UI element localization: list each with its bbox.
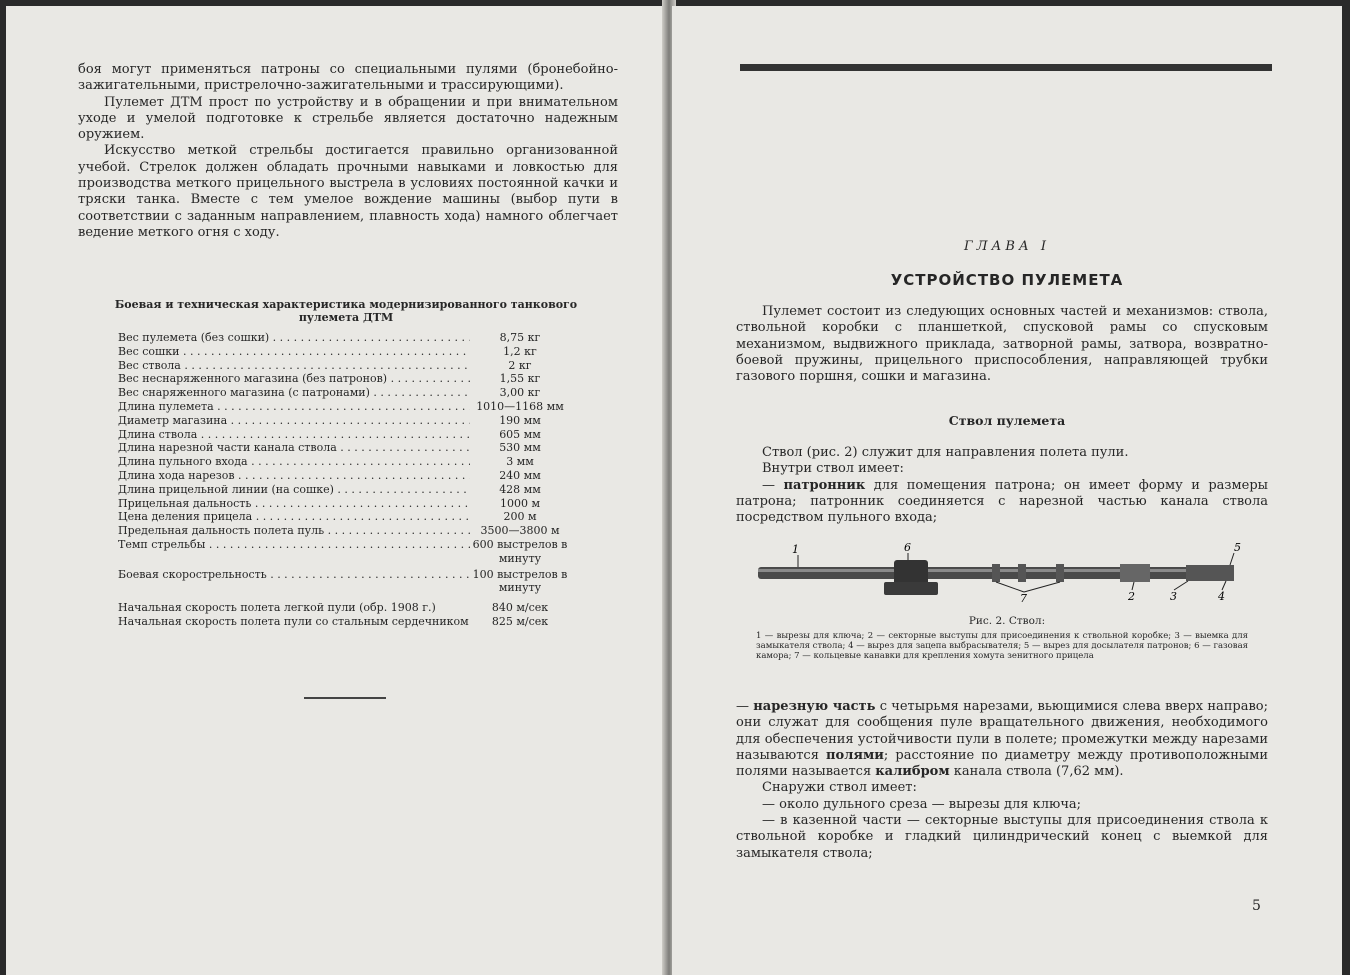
spec-value: 840 м/сек [491,601,549,615]
polya-term: полями [826,747,884,763]
spec-row [118,469,578,483]
spec-row [118,372,578,386]
figure-label-4: 4 [1218,590,1225,603]
figure-label-6: 6 [904,541,911,554]
spec-row [118,414,578,428]
spec-row [118,615,578,629]
left-body-text [78,62,618,241]
spec-label: Начальная скорость полета легкой пули (обр. 1908 г.) [118,601,436,615]
patronnik-item: — патронник для помещения патрона; он имеет форму и размеры патрона; патронник соединяется с нарезной частью канала ствола посредством пульного входа; [736,477,1268,526]
right-page [672,6,1342,975]
leader-line [1174,581,1188,590]
gas-chamber-base [884,582,938,595]
intro-text [736,304,1268,385]
patronnik-text: для помещения патрона; он имеет форму и размеры патрона; патронник соединяется с нарезной частью канала ствола посредством пульного входа; [736,477,1268,526]
spec-label: Вес пулемета (без сошки) . . . [118,331,470,345]
leader-line [1230,553,1234,565]
spec-row [118,497,578,511]
spec-label: Боевая скорострельность . . . [118,568,470,596]
spec-value: 100 выстрелов в минуту [472,567,568,595]
spec-value: 200 м [503,510,537,524]
spec-label: Начальная скорость полета пули со стальным сердечником [118,614,469,628]
spec-label: Длина пулемета . . . [118,400,470,414]
ring-groove [1018,564,1026,582]
figure-label-7: 7 [1020,592,1027,605]
spec-label: Длина хода нарезов . . . [118,469,470,483]
spec-value: 3,00 кг [499,386,541,400]
figure-label-5: 5 [1234,541,1241,554]
patronnik-term: патронник [783,477,866,493]
spec-value: 1010—1168 мм [476,399,564,413]
spec-row [118,510,578,524]
left-paragraph-1: боя могут применяться патроны со специальными пулями (бронебойно-зажигательными, пристрелочно-зажигательными и трассирующими). [78,62,618,94]
breech-end [1186,565,1234,581]
leader-line [1132,582,1134,590]
spec-row [118,441,578,455]
barrel-figure [756,540,1246,610]
spec-row [118,538,578,566]
spec-label: Цена деления прицела . . . [118,510,470,524]
header-rule [740,64,1272,71]
chapter-label: ГЛАВА I [964,239,1050,254]
spec-value: 605 мм [499,427,541,441]
spec-value: 825 м/сек [491,614,549,628]
barrel-purpose: Ствол (рис. 2) служит для направления полета пули. [762,445,1129,460]
spec-value: 3500—3800 м [480,524,560,538]
spec-row [118,483,578,497]
spec-value: 1000 м [499,496,541,510]
spec-row [118,455,578,469]
figure-label-1: 1 [792,543,799,556]
spec-label: Длина прицельной линии (на сошке) . . . [118,483,470,497]
spec-value: 600 выстрелов в минуту [472,537,568,565]
barrel-description [736,445,1268,526]
outside-item-1: — около дульного среза — вырезы для ключа; [762,796,1082,812]
spec-label: Вес сошки . . . [118,345,470,359]
spec-label: Длина нарезной части канала ствола . . . [118,441,470,455]
sector-lugs [1120,564,1150,582]
ring-groove [1056,564,1064,582]
spec-value: 530 мм [499,441,541,455]
spec-row [118,386,578,400]
nareznaya-text-1: с четырьмя нарезами, вьющимися слева вверх направо; они служат для сообщения пуле вращательного движения, необходимого для обеспечения устойчивости пули в полете; промежутки между нарезами называются [736,699,1269,763]
spec-row [118,428,578,442]
left-page [6,6,666,975]
section-title: Ствол пулемета [948,413,1066,428]
nareznaya-text-3: канала ствола (7,62 мм). [953,764,1124,780]
spec-value: 1,55 кг [499,372,541,386]
spec-value: 8,75 кг [499,331,541,344]
nareznaya-term: нарезную часть [753,699,876,714]
spec-value: 428 мм [499,482,541,496]
nareznaya-item: — нарезную часть с четырьмя нарезами, вьющимися слева вверх направо; они служат для сообщения пуле вращательного движения, необходимого для обеспечения устойчивости пули в полете; промежутки между нарезами называются полями; расстояние по диаметру между противоположными полями называется калибром канала ствола (7,62 мм). [736,699,1269,780]
spec-value: 1,2 кг [503,344,537,358]
figure-legend: 1 — вырезы для ключа; 2 — секторные выступы для присоединения к ствольной коробке; 3 — выемка для замыкателя ствола; 4 — вырез для зацепа выбрасывателя; 5 — вырез для досылателя патронов; 6 — газовая камора; 7 — кольцевые канавки для крепления хомута зенитного прицела [756,631,1248,661]
ring-groove [992,564,1000,582]
page-number: 5 [1252,898,1261,914]
spec-row [118,601,578,615]
spec-row [118,524,578,538]
spec-row [118,331,578,345]
spec-value: 190 мм [499,413,541,427]
spec-row [118,345,578,359]
barrel-description-continued [736,699,1268,862]
chapter-title: УСТРОЙСТВО ПУЛЕМЕТА [890,271,1124,289]
kalibr-term: калибром [875,764,950,780]
specs-table [118,331,578,629]
outside-intro: Снаружи ствол имеет: [762,780,917,796]
barrel-inside-intro: Внутри ствол имеет: [762,461,904,477]
leader-line [1222,581,1226,590]
spec-label: Темп стрельбы . . . [118,538,470,566]
leader-line [996,582,1024,592]
figure-label-2: 2 [1128,590,1135,603]
spec-row [118,568,578,596]
spec-value: 2 кг [508,358,532,372]
spec-label: Предельная дальность полета пуль . . . [118,524,470,538]
spec-label: Длина ствола . . . [118,428,470,442]
figure-label-3: 3 [1170,590,1177,603]
spec-value: 240 мм [499,468,541,482]
spec-row [118,400,578,414]
left-paragraph-3: Искусство меткой стрельбы достигается правильно организованной учебой. Стрелок должен обладать прочными навыками и ловкостью для производства меткого прицельного выстрела в условиях постоянной качки и тряски танка. Вместе с тем умелое вождение машины (выбор пути в соответствии с заданным направлением, плавность хода) намного облегчает ведение меткого огня с ходу. [78,143,618,240]
intro-paragraph: Пулемет состоит из следующих основных частей и механизмов: ствола, ствольной коробки с планшеткой, спусковой рамы со спусковым механизмом, выдвижного приклада, затворной рамы, затвора, возвратно-боевой пружины, прицельного приспособления, направляющей трубки газового поршня, сошки и магазина. [736,304,1268,385]
spec-label: Вес неснаряженного магазина (без патронов) . . . [118,372,470,386]
specs-table-title: Боевая и техническая характеристика модернизированного танкового пулемета ДТМ [114,298,578,324]
spec-label: Длина пульного входа . . . [118,455,470,469]
spec-label: Вес ствола . . . [118,359,470,373]
spec-row [118,359,578,373]
spec-value: 3 мм [506,455,534,469]
spec-label: Вес снаряженного магазина (с патронами) . . . [118,386,470,400]
nareznaya-text-2: ; расстояние по диаметру между противоположными полями называется [736,747,1268,780]
left-paragraph-2: Пулемет ДТМ прост по устройству и в обращении и при внимательном уходе и умелой подготовке к стрельбе является достаточно надежным оружием. [78,94,618,143]
leader-line [1024,582,1060,592]
figure-caption: Рис. 2. Ствол: [968,615,1046,627]
outside-item-2: — в казенной части — секторные выступы для присоединения ствола к ствольной коробке и гладкий цилиндрический конец с выемкой для замыкателя ствола; [736,813,1268,861]
spec-label: Прицельная дальность . . . [118,497,470,511]
spec-label: Диаметр магазина . . . [118,414,470,428]
section-divider [304,697,386,699]
